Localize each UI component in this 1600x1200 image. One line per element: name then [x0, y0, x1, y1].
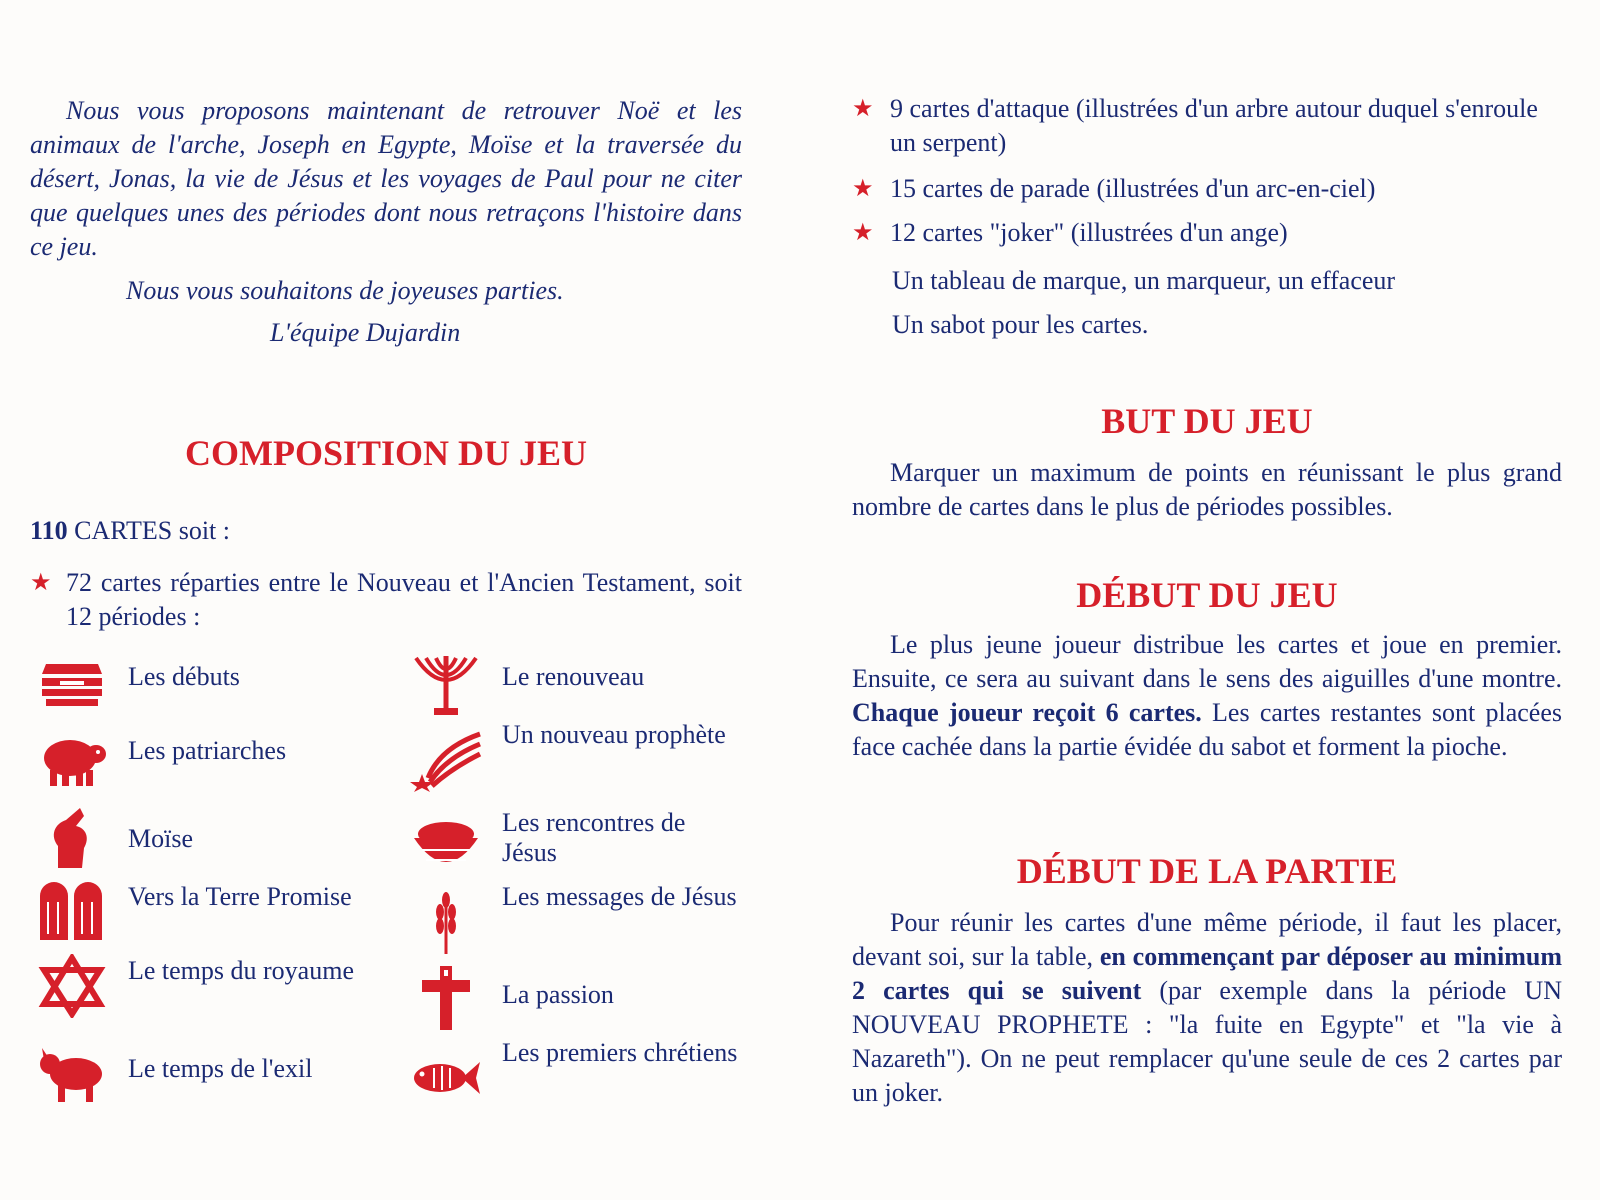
- debut-jeu-text-1: Le plus jeune joueur distribue les cartes et joue en premier. Ensuite, ce sera au suivant dans le sens des aiguilles d'une montre.: [852, 630, 1562, 693]
- period-les-debuts: [36, 654, 376, 724]
- item-attack-text: 9 cartes d'attaque (illustrées d'un arbre autour duquel s'enroule un serpent): [890, 94, 1538, 157]
- item-joker-text: 12 cartes "joker" (illustrées d'un ange): [890, 218, 1288, 247]
- period-moise: [36, 806, 376, 876]
- period-label: Le temps du royaume: [128, 956, 354, 985]
- debut-jeu-text-bold: Chaque joueur reçoit 6 cartes.: [852, 698, 1202, 727]
- period-les-premiers-chretiens: [410, 1038, 740, 1116]
- signature: L'équipe Dujardin: [270, 318, 461, 347]
- period-le-renouveau: [410, 654, 740, 724]
- period-label: Moïse: [128, 824, 193, 853]
- but-text: Marquer un maximum de points en réunissant le plus grand nombre de cartes dans le plus de périodes possibles.: [852, 458, 1562, 521]
- period-le-temps-du-royaume: [36, 954, 376, 1024]
- debut-partie-text: [852, 906, 1562, 1110]
- board-text: Un tableau de marque, un marqueur, un effaceur: [892, 266, 1396, 295]
- card-count: [30, 516, 230, 546]
- card-count-number: 110: [30, 516, 68, 545]
- menorah-icon: [410, 654, 482, 718]
- period-label: Les patriarches: [128, 736, 287, 765]
- tablets-icon: [36, 880, 108, 944]
- debut-jeu-title: DÉBUT DU JEU: [1076, 575, 1338, 615]
- period-label: Les rencontres de Jésus: [502, 808, 686, 867]
- period-label: Les débuts: [128, 662, 240, 691]
- but-title: BUT DU JEU: [1101, 401, 1313, 441]
- item-attack-cards: [852, 92, 1562, 160]
- ark-icon: [36, 654, 108, 718]
- wish-text: Nous vous souhaitons de joyeuses parties.: [126, 276, 564, 305]
- star-bullet-icon: ★: [852, 96, 874, 122]
- period-les-patriarches: [36, 728, 376, 798]
- star-bullet-icon: ★: [852, 220, 874, 246]
- wheat-icon: [410, 890, 482, 954]
- period-vers-la-terre-promise: [36, 880, 376, 950]
- period-les-rencontres-de-jesus: [410, 808, 740, 886]
- period-label: Le renouveau: [502, 662, 645, 691]
- period-les-messages-de-jesus: [410, 882, 740, 960]
- bread-basket-icon: [410, 816, 482, 880]
- period-label: La passion: [502, 980, 614, 1009]
- star-bullet-icon: ★: [852, 176, 874, 202]
- period-label: Les premiers chrétiens: [502, 1038, 738, 1067]
- fish-icon: [410, 1046, 482, 1110]
- period-label: Le temps de l'exil: [128, 1054, 313, 1083]
- period-un-nouveau-prophete: [410, 720, 740, 798]
- period-label: Vers la Terre Promise: [128, 882, 352, 911]
- comet-icon: [410, 728, 482, 792]
- cross-icon: [410, 966, 482, 1030]
- debut-partie-text-1: Pour réunir les cartes d'une même période, il faut les placer, devant soi, sur la table,: [852, 908, 1562, 971]
- item-72-cards: [30, 566, 742, 634]
- intro-paragraph: Nous vous proposons maintenant de retrouver Noë et les animaux de l'arche, Joseph en Egypte, Moïse et la traversée du désert, Jonas, la vie de Jésus et les voyages de Paul pour ne citer que quelques unes des périodes dont nous retraçons l'histoire dans ce jeu.: [30, 96, 742, 261]
- sabot-text: Un sabot pour les cartes.: [892, 310, 1149, 339]
- period-la-passion: [410, 966, 740, 1036]
- star-bullet-icon: ★: [30, 570, 52, 596]
- period-label: Un nouveau prophète: [502, 720, 726, 749]
- card-count-text: CARTES soit :: [67, 516, 230, 545]
- item-72-text: 72 cartes réparties entre le Nouveau et l'Ancien Testament, soit 12 périodes :: [66, 568, 742, 631]
- item-joker-cards: [852, 216, 1562, 250]
- item-parade-cards: [852, 172, 1562, 206]
- debut-partie-text-bold: en commençant par déposer au minimum 2 cartes qui se suivent: [852, 942, 1562, 1005]
- debut-partie-text-2: (par exemple dans la période UN NOUVEAU PROPHETE : "la fuite en Egypte" et "la vie à Nazareth"). On ne peut remplacer qu'une seule de ces 2 cartes par un joker.: [852, 976, 1562, 1107]
- item-parade-text: 15 cartes de parade (illustrées d'un arc-en-ciel): [890, 174, 1376, 203]
- composition-title: COMPOSITION DU JEU: [184, 433, 588, 473]
- debut-partie-title: DÉBUT DE LA PARTIE: [1016, 851, 1398, 891]
- winged-bull-icon: [36, 1042, 108, 1106]
- debut-jeu-text-2: Les cartes restantes sont placées face cachée dans la partie évidée du sabot et forment la pioche.: [852, 698, 1562, 761]
- sheep-icon: [36, 728, 108, 792]
- period-label: Les messages de Jésus: [502, 882, 737, 911]
- star-of-david-icon: [36, 954, 108, 1018]
- period-le-temps-de-l-exil: [36, 1042, 376, 1112]
- hand-icon: [36, 806, 108, 870]
- debut-jeu-text: [852, 628, 1562, 764]
